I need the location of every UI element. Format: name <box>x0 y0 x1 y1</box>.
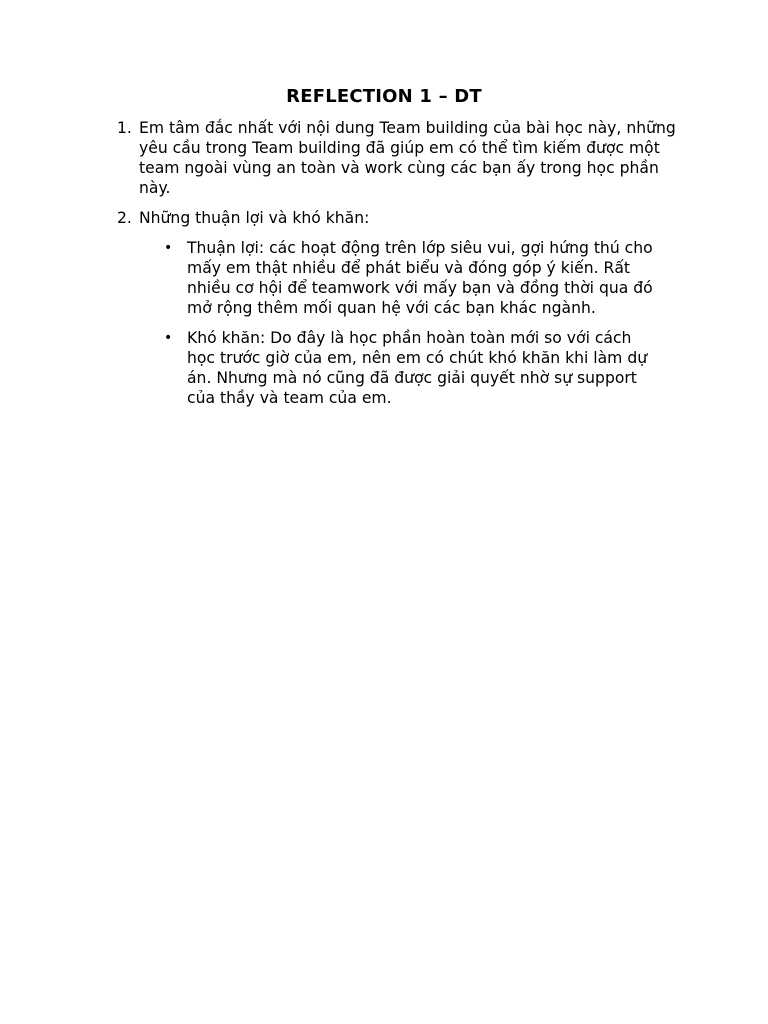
bullet-icon: • <box>164 330 173 346</box>
page-title: REFLECTION 1 – DT <box>286 86 482 107</box>
numbered-list <box>117 118 677 418</box>
item-number: 1. <box>117 119 132 137</box>
list-item-1 <box>117 118 677 198</box>
bullet-text: Thuận lợi: các hoạt động trên lớp siêu vui, gợi hứng thú cho mấy em thật nhiều để phát biểu và đóng góp ý kiến. Rất nhiều cơ hội để teamwork với mấy bạn và đồng thời qua đó mở rộng thêm mối quan hệ với các bạn khác ngành. <box>187 239 653 317</box>
bullet-item-advantages <box>163 238 655 318</box>
item-number: 2. <box>117 209 132 227</box>
bullet-text: Khó khăn: Do đây là học phần hoàn toàn mới so với cách học trước giờ của em, nên em có chút khó khăn khi làm dự án. Nhưng mà nó cũng đã được giải quyết nhờ sự support của thầy và team của em. <box>187 329 648 407</box>
bullet-list <box>139 238 677 408</box>
bullet-icon: • <box>164 240 173 256</box>
item-text: Những thuận lợi và khó khăn: <box>139 209 370 227</box>
item-text: Em tâm đắc nhất với nội dung Team building của bài học này, những yêu cầu trong Team building đã giúp em có thể tìm kiếm được một team ngoài vùng an toàn và work cùng các bạn ấy trong học phần này. <box>139 119 676 197</box>
list-item-2 <box>117 208 677 408</box>
bullet-item-difficulties <box>163 328 655 408</box>
